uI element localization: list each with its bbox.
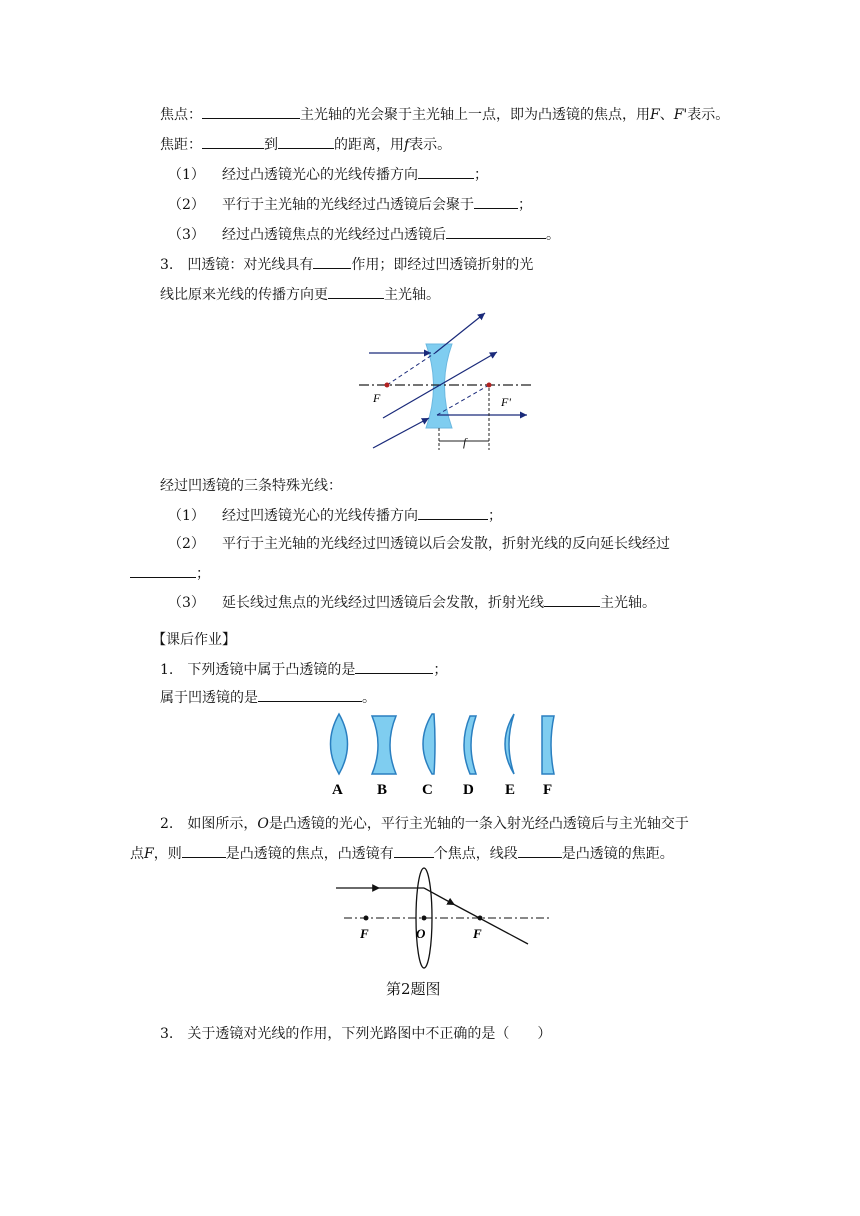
extension-line [387, 353, 435, 385]
convex-ray-1: （1） 经过凸透镜光心的光线传播方向 ； [168, 164, 488, 185]
lens-f [542, 716, 554, 774]
lens-label-c: C [422, 782, 433, 798]
lens-label-b: B [377, 782, 388, 798]
focus-label-left: F [373, 391, 381, 405]
focus-label-right: F [473, 926, 482, 941]
lens-options-figure [322, 710, 562, 798]
optical-center [422, 916, 427, 921]
focal-length-label: f [463, 435, 467, 449]
q3-line: 3. 关于透镜对光线的作用，下列光路图中不正确的是（ ） [160, 1026, 552, 1042]
three-rays-title: 经过凹透镜的三条特殊光线： [160, 478, 342, 494]
lens-a [331, 714, 348, 774]
lens-label-a: A [332, 782, 343, 798]
focus-label-left: F [360, 926, 369, 941]
lens-b [372, 716, 396, 774]
blank[interactable] [313, 254, 351, 269]
convex-ray-3: （3） 经过凸透镜焦点的光线经过凸透镜后 。 [168, 224, 560, 245]
focus-line: 焦点： 主光轴的光会聚于主光轴上一点，即为凸透镜的焦点，用F、F'表示。 [160, 104, 729, 125]
blank[interactable] [418, 164, 474, 179]
concave-ray-3: （3） 延长线过焦点的光线经过凹透镜后会发散，折射光线 主光轴。 [168, 592, 656, 613]
focus-point-left [385, 383, 390, 388]
blank[interactable] [258, 687, 362, 702]
blank[interactable] [202, 134, 264, 149]
refracted-ray [435, 313, 485, 353]
refracted-ray [424, 888, 455, 905]
lens-label-d: D [463, 782, 474, 798]
q1-line-2: 属于凹透镜的是 。 [160, 687, 376, 708]
blank[interactable] [182, 843, 226, 858]
blank[interactable] [418, 505, 488, 520]
convex-lens-diagram [330, 866, 555, 970]
blank[interactable] [544, 592, 600, 607]
lens-c [423, 714, 435, 774]
center-label: O [416, 926, 426, 941]
focal-length-line: 焦距： 到 的距离，用f表示。 [160, 134, 451, 155]
concave-ray-2-cont: ； [130, 563, 210, 584]
convex-ray-2: （2） 平行于主光轴的光线经过凸透镜后会聚于 ； [168, 194, 532, 215]
focus-ray [373, 418, 429, 448]
blank[interactable] [278, 134, 334, 149]
lens-e [505, 714, 514, 774]
concave-intro: 3. 凹透镜：对光线具有 作用；即经过凹透镜折射的光 [160, 254, 533, 275]
refracted-ray-cont [455, 905, 528, 944]
blank[interactable] [130, 563, 196, 578]
focus-point-left [364, 916, 369, 921]
concave-ray-2: （2） 平行于主光轴的光线经过凹透镜以后会发散，折射光线的反向延长线经过 [168, 536, 670, 552]
q2-line-2: 点F，则 是凸透镜的焦点，凸透镜有 个焦点，线段 是凸透镜的焦距。 [130, 843, 674, 864]
lens-d [464, 716, 476, 774]
concave-lens-diagram [355, 308, 540, 460]
blank[interactable] [474, 194, 518, 209]
q1-line: 1. 下列透镜中属于凸透镜的是 ； [160, 659, 447, 680]
blank[interactable] [446, 224, 546, 239]
homework-title: 【课后作业】 [152, 632, 236, 648]
focus-point-right [487, 383, 492, 388]
focus-point-right [478, 916, 483, 921]
blank[interactable] [328, 284, 384, 299]
figure-caption: 第2题图 [386, 980, 441, 998]
blank[interactable] [202, 104, 300, 119]
blank[interactable] [355, 659, 433, 674]
blank[interactable] [394, 843, 434, 858]
lens-label-e: E [505, 782, 516, 798]
concave-intro-2: 线比原来光线的传播方向更 主光轴。 [160, 284, 440, 305]
focus-label-right: F' [501, 395, 511, 409]
blank[interactable] [518, 843, 562, 858]
concave-ray-1: （1） 经过凹透镜光心的光线传播方向 ； [168, 505, 502, 526]
lens-label-f: F [543, 782, 553, 798]
q2-line: 2. 如图所示，O是凸透镜的光心，平行主光轴的一条入射光经凸透镜后与主光轴交于 [160, 816, 689, 832]
